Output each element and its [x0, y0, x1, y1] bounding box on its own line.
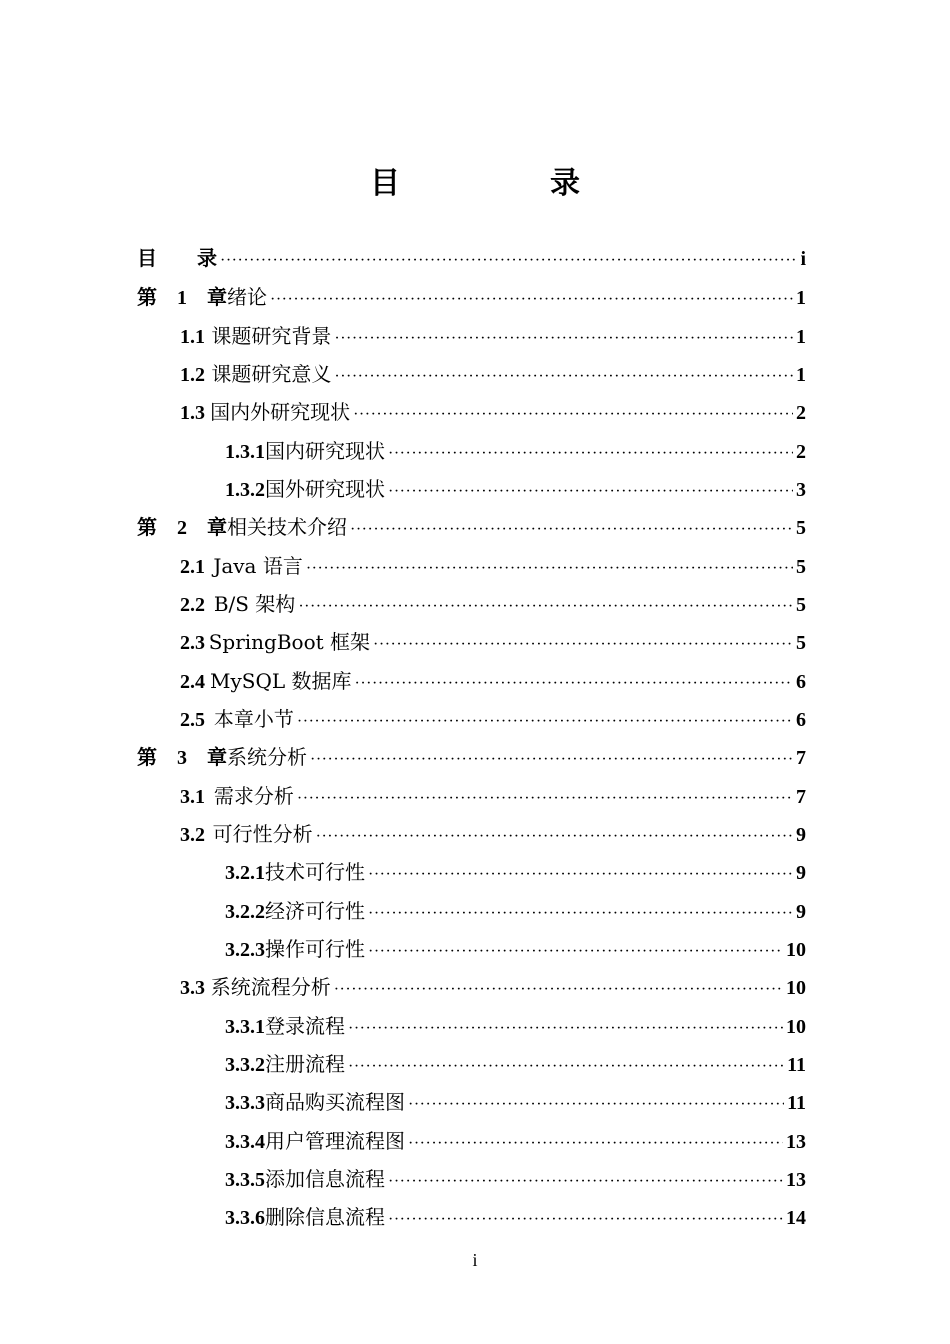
- toc-entry-number: 3.3.4: [225, 1131, 265, 1153]
- toc-entry-3-3[interactable]: [180, 968, 806, 1006]
- toc-entry-text: 可行性分析: [212, 822, 313, 846]
- toc-entry-number: 2.2: [180, 594, 205, 616]
- toc-title: 目 录: [370, 166, 640, 201]
- toc-entry-2-3[interactable]: [180, 623, 806, 661]
- toc-entry-text: 注册流程: [265, 1052, 345, 1076]
- toc-entry-number: 2.5: [180, 709, 205, 731]
- toc-entry-chapter-2[interactable]: [137, 508, 806, 546]
- toc-entry-text: 课题研究意义: [211, 362, 332, 386]
- toc-entry-number: 2.1: [180, 556, 205, 578]
- toc-entry-text: 绪论: [227, 285, 267, 309]
- toc-page-number: 1: [796, 364, 806, 386]
- toc-entry-text: 课题研究背景: [211, 324, 332, 348]
- toc-page-number: 1: [796, 326, 806, 348]
- toc-entry-text: 删除信息流程: [265, 1205, 385, 1229]
- toc-leader-dots: [334, 358, 793, 396]
- toc-entry-number: 3.3.3: [225, 1092, 265, 1114]
- toc-entry-2-2[interactable]: [180, 585, 806, 623]
- toc-entry-text: 本章小节: [213, 707, 294, 731]
- toc-page-number: 5: [796, 632, 806, 654]
- toc-leader-dots: [348, 1010, 783, 1048]
- toc-leader-dots: [368, 895, 793, 933]
- toc-entry-3-2-3[interactable]: [225, 930, 806, 968]
- toc-page-number: 7: [796, 747, 806, 769]
- toc-leader-dots: [373, 626, 793, 664]
- toc-page-number: 5: [796, 517, 806, 539]
- toc-entry-2-1[interactable]: [180, 547, 806, 585]
- toc-entry-number: 1.3.2: [225, 479, 265, 501]
- toc-leader-dots: [368, 933, 783, 971]
- toc-leader-dots: [334, 971, 783, 1009]
- toc-page-number: 11: [787, 1092, 806, 1114]
- toc-entry-chapter-3[interactable]: [137, 738, 806, 776]
- toc-entry-3-2-1[interactable]: [225, 853, 806, 891]
- toc-entry-3-2[interactable]: [180, 815, 806, 853]
- toc-entry-number: 3.3.1: [225, 1016, 265, 1038]
- toc-entry-text: SpringBoot 框架: [208, 630, 371, 654]
- toc-entry-text: MySQL 数据库: [209, 669, 352, 693]
- toc-entry-number: 1.1: [180, 326, 205, 348]
- toc-entry-number: 目 录: [137, 248, 217, 270]
- toc-entry-text: 操作可行性: [265, 937, 365, 961]
- toc-page-number: 2: [796, 402, 806, 424]
- toc-entry-number: 3.2.2: [225, 901, 265, 923]
- toc-page-number: 11: [787, 1054, 806, 1076]
- toc-entry-1-2[interactable]: [180, 355, 806, 393]
- toc-entry-text: B/S 架构: [213, 592, 296, 616]
- toc-page-number: 5: [796, 556, 806, 578]
- toc-leader-dots: [355, 665, 794, 703]
- toc-entry-text: 添加信息流程: [265, 1167, 385, 1191]
- toc-entry-chapter-1[interactable]: [137, 278, 806, 316]
- toc-page-number: 7: [796, 786, 806, 808]
- toc-entry-1-3-2[interactable]: [225, 470, 806, 508]
- toc-entry-text: 商品购买流程图: [265, 1090, 405, 1114]
- toc-page-number: 13: [786, 1169, 806, 1191]
- toc-leader-dots: [353, 396, 793, 434]
- toc-entry-number: 3.3.6: [225, 1207, 265, 1229]
- toc-entry-text: 相关技术介绍: [227, 515, 347, 539]
- toc-entry-number: 3.3.2: [225, 1054, 265, 1076]
- toc-page-number: 9: [796, 901, 806, 923]
- toc-leader-dots: [368, 856, 793, 894]
- toc-entry-number: 1.2: [180, 364, 205, 386]
- toc-page-number: 5: [796, 594, 806, 616]
- toc-page-number: 1: [796, 287, 806, 309]
- toc-entry-number: 2.3: [180, 632, 205, 654]
- toc-page-number: 13: [786, 1131, 806, 1153]
- toc-leader-dots: [388, 473, 793, 511]
- toc-page-number: 6: [796, 709, 806, 731]
- toc-entry-1-3-1[interactable]: [225, 432, 806, 470]
- toc-leader-dots: [408, 1125, 783, 1163]
- toc-entry-3-3-4[interactable]: [225, 1122, 806, 1160]
- toc-entry-number: 第 3 章: [137, 747, 227, 769]
- page-footer-number: i: [472, 1250, 478, 1270]
- toc-leader-dots: [408, 1086, 784, 1124]
- toc-entry-number: 3.2.1: [225, 862, 265, 884]
- toc-page-number: 6: [796, 671, 806, 693]
- toc-leader-dots: [388, 435, 793, 473]
- toc-entry-number: 3.2: [180, 824, 205, 846]
- toc-page-number: 10: [786, 977, 806, 999]
- toc-leader-dots: [297, 703, 793, 741]
- toc-entry-number: 1.3: [180, 402, 205, 424]
- toc-leader-dots: [348, 1048, 784, 1086]
- toc-entry-2-5[interactable]: [180, 700, 806, 738]
- toc-entry-text: 国内外研究现状: [210, 400, 351, 424]
- toc-page-number: 9: [796, 824, 806, 846]
- toc-entry-number: 第 1 章: [137, 287, 227, 309]
- toc-entry-3-3-3[interactable]: [225, 1083, 806, 1121]
- toc-entry-3-3-1[interactable]: [225, 1007, 806, 1045]
- toc-entry-3-1[interactable]: [180, 777, 806, 815]
- toc-entry-text: Java 语言: [213, 554, 303, 578]
- toc-entry-3-2-2[interactable]: [225, 892, 806, 930]
- toc-page-number: 10: [786, 1016, 806, 1038]
- toc-entry-3-3-5[interactable]: [225, 1160, 806, 1198]
- toc-entry-text: 需求分析: [213, 784, 294, 808]
- toc-entry-number: 3.3.5: [225, 1169, 265, 1191]
- toc-leader-dots: [316, 818, 793, 856]
- toc-entry-number: 3.3: [180, 977, 205, 999]
- toc-page-number: 14: [786, 1207, 806, 1229]
- toc-leader-dots: [297, 780, 793, 818]
- toc-page-number: 10: [786, 939, 806, 961]
- toc-leader-dots: [298, 588, 793, 626]
- toc-entry-3-3-2[interactable]: [225, 1045, 806, 1083]
- toc-leader-dots: [334, 320, 793, 358]
- toc-entry-text: 国外研究现状: [265, 477, 385, 501]
- toc-entry-text: 系统分析: [227, 745, 307, 769]
- toc-page-number: 2: [796, 441, 806, 463]
- toc-leader-dots: [388, 1163, 783, 1201]
- toc-leader-dots: [220, 242, 797, 280]
- toc-page-number: i: [800, 248, 806, 270]
- toc-entry-contents[interactable]: [137, 240, 806, 278]
- toc-entry-number: 1.3.1: [225, 441, 265, 463]
- toc-entry-2-4[interactable]: [180, 662, 806, 700]
- toc-page-number: 3: [796, 479, 806, 501]
- toc-page-number: 9: [796, 862, 806, 884]
- toc-entry-text: 登录流程: [265, 1014, 345, 1038]
- toc-leader-dots: [270, 281, 793, 319]
- toc-entry-1-1[interactable]: [180, 317, 806, 355]
- toc-entry-text: 技术可行性: [265, 860, 365, 884]
- toc-entry-text: 系统流程分析: [210, 975, 331, 999]
- toc-entry-text: 经济可行性: [265, 899, 365, 923]
- toc-leader-dots: [388, 1201, 783, 1239]
- toc-entry-text: 国内研究现状: [265, 439, 385, 463]
- toc-leader-dots: [350, 511, 793, 549]
- toc-entry-3-3-6[interactable]: [225, 1198, 806, 1236]
- toc-entry-number: 3.2.3: [225, 939, 265, 961]
- toc-leader-dots: [310, 741, 793, 779]
- toc-entry-number: 2.4: [180, 671, 205, 693]
- toc-leader-dots: [306, 550, 793, 588]
- toc-entry-number: 第 2 章: [137, 517, 227, 539]
- toc-entry-text: 用户管理流程图: [265, 1129, 405, 1153]
- toc-entry-number: 3.1: [180, 786, 205, 808]
- toc-entry-1-3[interactable]: [180, 393, 806, 431]
